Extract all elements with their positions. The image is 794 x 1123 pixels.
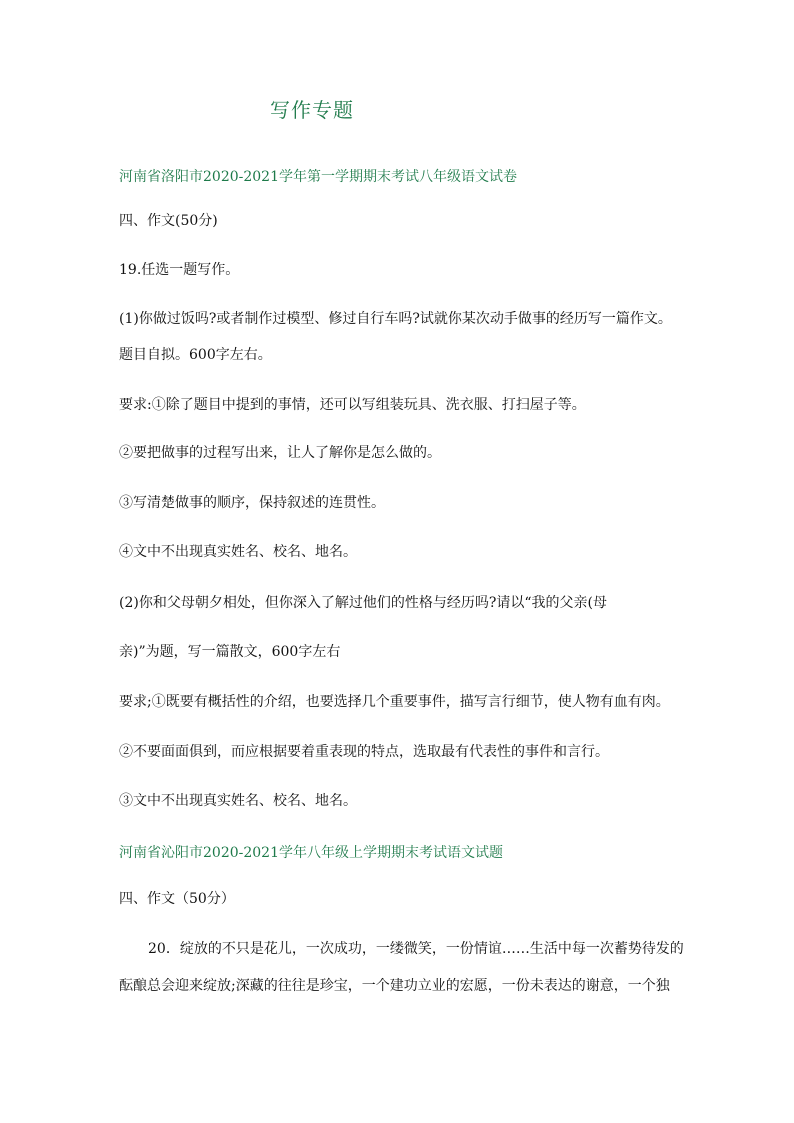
option-2-prompt-cont: 亲)”为题，写一篇散文，600字左右 [119, 644, 341, 660]
option-1-requirement-2: ②要把做事的过程写出来，让人了解你是怎么做的。 [119, 445, 441, 461]
section-source-qinyang: 河南省沁阳市2020-2021学年八年级上学期期末考试语文试题 [119, 845, 503, 861]
essay-heading-2: 四、作文（50分） [119, 891, 235, 907]
option-1-requirement-3: ③写清楚做事的顺序，保持叙述的连贯性。 [119, 495, 385, 511]
question-19: 19.任选一题写作。 [119, 262, 240, 278]
essay-heading: 四、作文(50分) [119, 213, 218, 229]
question-20-paragraph-cont: 酝酿总会迎来绽放;深藏的往往是珍宝，一个建功立业的宏愿，一份未表达的谢意，一个独 [119, 978, 670, 994]
option-2-requirement-3: ③文中不出现真实姓名、校名、地名。 [119, 793, 357, 809]
option-1-requirement-1: 要求:①除了题目中提到的事情，还可以写组装玩具、洗衣服、打扫屋子等。 [119, 397, 586, 413]
option-1-prompt: (1)你做过饭吗?或者制作过模型、修过自行车吗?试就你某次动手做事的经历写一篇作文。 [119, 311, 672, 327]
option-2-requirement-1: 要求;①既要有概括性的介绍，也要选择几个重要事件，描写言行细节，使人物有血有肉。 [119, 694, 670, 710]
option-2-requirement-2: ②不要面面俱到，而应根据要着重表现的特点，选取最有代表性的事件和言行。 [119, 744, 609, 760]
question-20-paragraph: 20．绽放的不只是花儿，一次成功，一缕微笑，一份情谊……生活中每一次蓄势待发的 [148, 941, 684, 957]
page-title: 写作专题 [270, 98, 354, 122]
option-2-prompt: (2)你和父母朝夕相处，但你深入了解过他们的性格与经历吗?请以“我的父亲(母 [119, 595, 607, 611]
option-1-prompt-cont: 题目自拟。600字左右。 [119, 347, 272, 363]
option-1-requirement-4: ④文中不出现真实姓名、校名、地名。 [119, 544, 357, 560]
section-source-luoyang: 河南省洛阳市2020-2021学年第一学期期末考试八年级语文试卷 [119, 169, 517, 185]
